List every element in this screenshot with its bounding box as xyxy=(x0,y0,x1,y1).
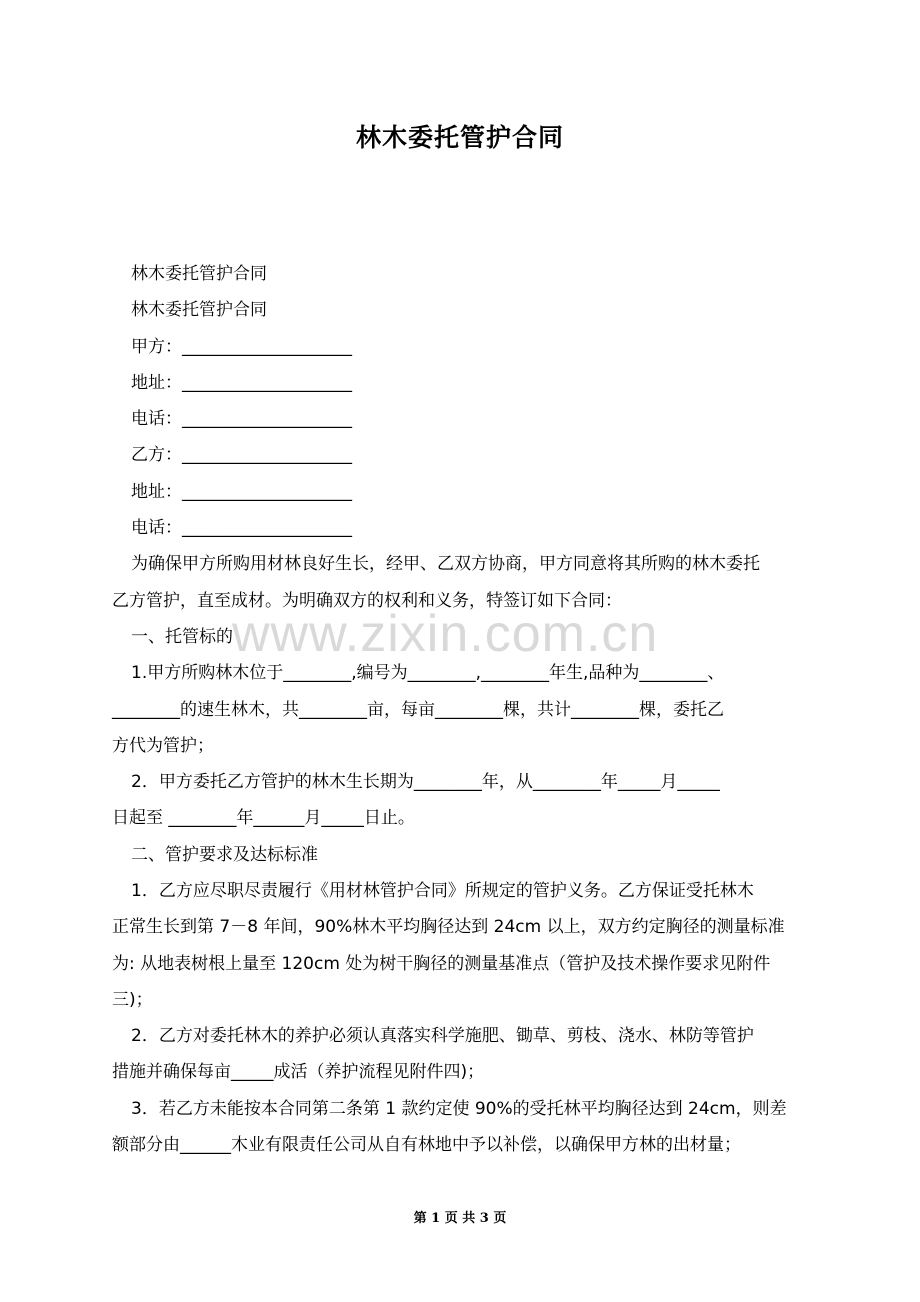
section-heading: 二、管护要求及达标标准 xyxy=(131,845,318,865)
paragraph-line: 2．乙方对委托林木的养护必须认真落实科学施肥、锄草、剪枝、浇水、林防等管护 xyxy=(131,1026,754,1046)
paragraph-line: 2．甲方委托乙方管护的林木生长期为________年，从________年_____月_____ xyxy=(131,772,720,792)
paragraph-line: 1.甲方所购林木位于________,编号为________,________年生,品种为________、 xyxy=(131,663,725,683)
party-a-address-field: 地址：____________________ xyxy=(131,373,352,393)
party-b-field: 乙方：____________________ xyxy=(131,445,352,465)
paragraph-line: 措施并确保每亩_____成活（养护流程见附件四)； xyxy=(112,1062,485,1082)
page-footer: 第 1 页 共 3 页 xyxy=(413,1211,507,1226)
paragraph-line: 1．乙方应尽职尽责履行《用材林管护合同》所规定的管护义务。乙方保证受托林木 xyxy=(131,881,754,901)
party-a-phone-field: 电话：____________________ xyxy=(131,409,352,429)
subtitle-line: 林木委托管护合同 xyxy=(131,264,267,284)
paragraph-line: 日起至 ________年______月_____日止。 xyxy=(112,808,415,828)
paragraph-line: 额部分由______木业有限责任公司从自有林地中予以补偿，以确保甲方林的出材量； xyxy=(112,1135,741,1155)
watermark: www.zixin.com.cn xyxy=(232,605,659,663)
paragraph-line: ________的速生林木，共________亩，每亩________棵，共计________棵，委托乙 xyxy=(112,700,724,720)
party-a-field: 甲方：____________________ xyxy=(131,337,352,357)
paragraph-line: 三)； xyxy=(112,990,153,1010)
paragraph-line: 乙方管护，直至成材。为明确双方的权利和义务，特签订如下合同： xyxy=(112,591,622,611)
subtitle-line: 林木委托管护合同 xyxy=(131,300,267,320)
paragraph-line: 为确保甲方所购用材林良好生长，经甲、乙双方协商，甲方同意将其所购的林木委托 xyxy=(131,554,760,574)
party-b-address-field: 地址：____________________ xyxy=(131,482,352,502)
document-title: 林木委托管护合同 xyxy=(355,123,564,152)
paragraph-line: 方代为管护； xyxy=(112,736,214,756)
section-heading: 一、托管标的 xyxy=(131,627,233,647)
paragraph-line: 3．若乙方未能按本合同第二条第 1 款约定使 90%的受托林平均胸径达到 24cm，则差 xyxy=(131,1099,787,1119)
party-b-phone-field: 电话：____________________ xyxy=(131,518,352,538)
paragraph-line: 为: 从地表树根上量至 120cm 处为树干胸径的测量基准点（管护及技术操作要求见附件 xyxy=(112,954,771,974)
paragraph-line: 正常生长到第 7－8 年间，90%林木平均胸径达到 24cm 以上，双方约定胸径的测量标准 xyxy=(112,917,785,937)
